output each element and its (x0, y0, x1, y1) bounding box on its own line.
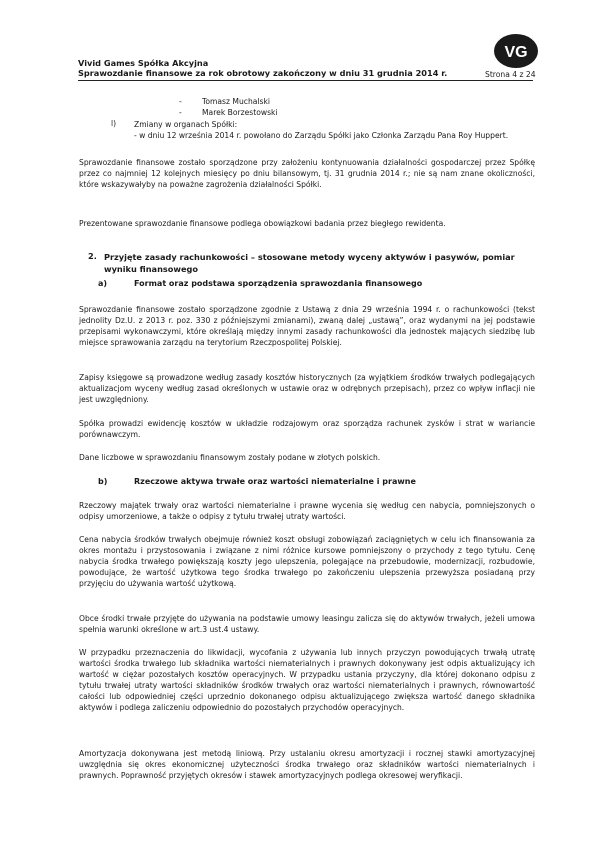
list-marker: - (179, 97, 182, 106)
paragraph: Cena nabycia środków trwałych obejmuje również koszt obsługi zobowiązań zaciągniętych w celu ich finansowania za okres montażu i przystosowania i związane z nimi różnice kursowe pomniejszony o przychody z tego tytułu. Cenę nabycia środka trwałego powiększają koszty jego ulepszenia, polegające na przebudowie, modernizacji, rozbudowie, powodujące, że wartość użytkowa tego środka trwałego po zakończeniu ulepszenia przewyższa posiadaną przy przyjęciu do używania wartość użytkową. (79, 535, 535, 588)
subsection-letter: b) (98, 477, 108, 486)
paragraph: Amortyzacja dokonywana jest metodą liniową. Przy ustalaniu okresu amortyzacji i rocznej stawki amortyzacyjnej uwzględnia się okres ekonomicznej użyteczności środka trwałego oraz składników wartości niematerialnych i prawnych. Poprawność przyjętych okresów i stawek amortyzacyjnych podlega okresowej weryfikacji. (79, 749, 535, 780)
list-item-line: - w dniu 12 września 2014 r. powołano do Zarządu Spółki jako Członka Zarządu Pana Roy Huppert. (134, 131, 509, 140)
subsection-heading: Format oraz podstawa sporządzenia sprawozdania finansowego (134, 279, 423, 288)
paragraph: Zapisy księgowe są prowadzone według zasady kosztów historycznych (za wyjątkiem środków trwałych podlegających aktualizacjom wyceny według zasad określonych w ustawie oraz w odrębnych przepisach), przez co wpływ inflacji nie jest uwzględniony. (79, 373, 535, 404)
list-item-line: Zmiany w organach Spółki: (134, 120, 238, 129)
section-number: 2. (88, 251, 97, 261)
board-member-name: Marek Borzestowski (202, 108, 278, 117)
paragraph: Sprawozdanie finansowe zostało sporządzone przy założeniu kontynuowania działalności gospodarczej przez Spółkę przez co najmniej 12 kolejnych miesięcy po dniu bilansowym, tj. 31 grudnia 2014 r.; nie są nam znane okoliczności, które wskazywałyby na poważne zagrożenia działalności Spółki. (79, 158, 535, 189)
paragraph: Spółka prowadzi ewidencję kosztów w układzie rodzajowym oraz sporządza rachunek zysków i strat w wariancie porównawczym. (79, 419, 535, 439)
vg-logo (492, 30, 540, 70)
paragraph: Prezentowane sprawozdanie finansowe podlega obowiązkowi badania przez biegłego rewidenta. (79, 219, 446, 228)
paragraph: Dane liczbowe w sprawozdaniu finansowym zostały podane w złotych polskich. (79, 453, 381, 462)
subsection-heading: Rzeczowe aktywa trwałe oraz wartości niematerialne i prawne (134, 477, 416, 486)
paragraph: Sprawozdanie finansowe zostało sporządzone zgodnie z Ustawą z dnia 29 września 1994 r. o rachunkowości (tekst jednolity Dz.U. z 2013 r. poz. 330 z późniejszymi zmianami), zwaną dalej „ustawą”, oraz wydanymi na jej podstawie przepisami wykonawczymi, które określają między innymi zasady rachunkowości dla jednostek mających siedzibę lub miejsce sprawowania zarządu na terytorium Rzeczpospolitej Polskiej. (79, 305, 535, 347)
paragraph: W przypadku przeznaczenia do likwidacji, wycofania z używania lub innych przyczyn powodujących trwałą utratę wartości środka trwałego lub składnika wartości niematerialnych i prawnych dokonywany jest odpis aktualizujący ich wartość w ciężar pozostałych kosztów operacyjnych. W przypadku ustania przyczyny, dla której dokonano odpisu z tytułu trwałej utraty wartości składników środków trwałych oraz wartości niematerialnych i prawnych, równowartość całości lub odpowiedniej części uprzednio dokonanego odpisu aktualizującego zwiększa wartość danego składnika aktywów i podlega zaliczeniu odpowiednio do pozostałych przychodów operacyjnych. (79, 648, 535, 712)
logo-text: VG (504, 44, 528, 61)
paragraph: Obce środki trwałe przyjęte do używania na podstawie umowy leasingu zalicza się do aktywów trwałych, jeżeli umowa spełnia warunki określone w art.3 ust.4 ustawy. (79, 614, 535, 634)
section-heading: Przyjęte zasady rachunkowości – stosowane metody wyceny aktywów i pasywów, pomiar wyniku finansowego (104, 252, 515, 274)
list-item-body (134, 119, 534, 141)
subsection-letter: a) (98, 279, 108, 288)
company-name: Vivid Games Spółka Akcyjna (78, 58, 209, 68)
list-marker: l) (111, 119, 117, 128)
header-rule (78, 80, 533, 81)
paragraph: Rzeczowy majątek trwały oraz wartości niematerialne i prawne wycenia się według cen nabycia, pomniejszonych o odpisy umorzeniowe, a także o odpisy z tytułu trwałej utraty wartości. (79, 501, 535, 521)
page-number: Strona 4 z 24 (485, 70, 536, 79)
list-marker: - (179, 108, 182, 117)
board-member-name: Tomasz Muchalski (202, 97, 270, 106)
report-title: Sprawozdanie finansowe za rok obrotowy zakończony w dniu 31 grudnia 2014 r. (78, 68, 448, 78)
